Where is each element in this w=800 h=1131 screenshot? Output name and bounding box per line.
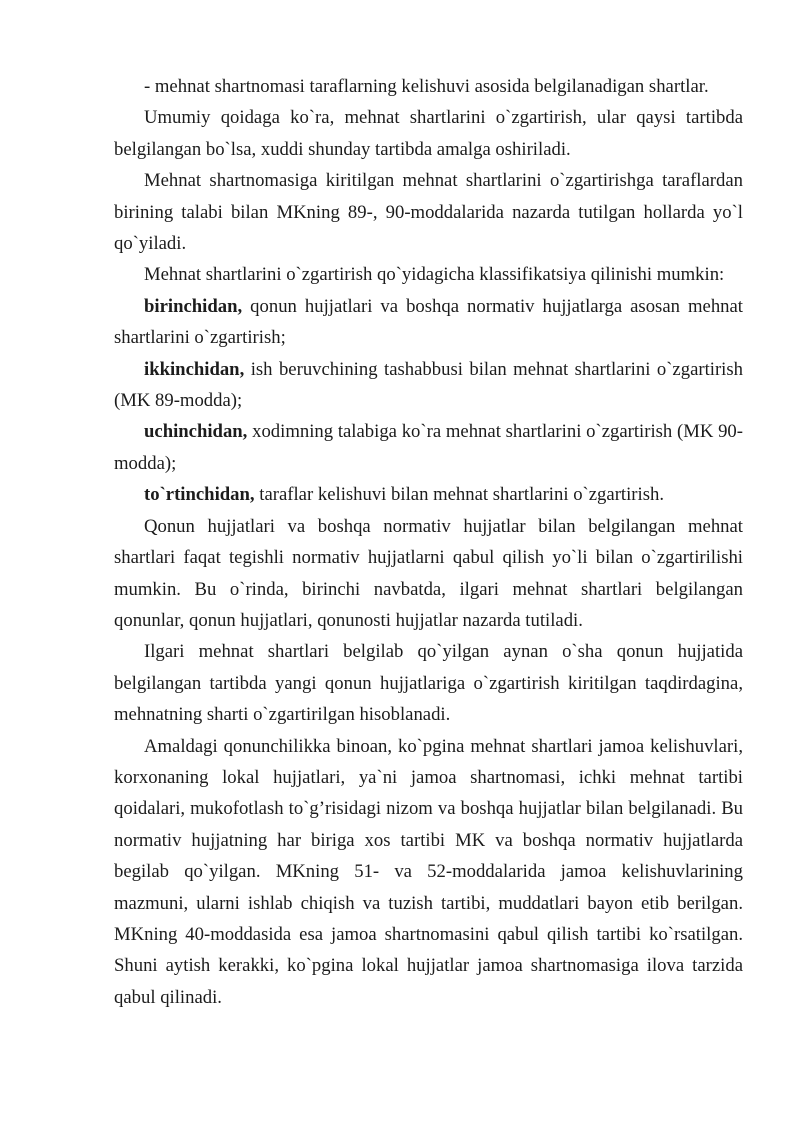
paragraph-conditions-by-agreement: [114, 71, 743, 102]
list-item-third: [114, 416, 743, 479]
list-item-first: [114, 291, 743, 354]
paragraph-text: Mehnat shartnomasiga kiritilgan mehnat shartlarini o`zgartirishga taraflardan birining talabi bilan MKning 89-, 90-moddalarida nazarda tutilgan hollarda yo`l qo`yiladi.: [114, 170, 743, 255]
list-item-text: xodimning talabiga ko`ra mehnat shartlarini o`zgartirish (MK 90-modda);: [114, 421, 743, 474]
paragraph-previous-law: [114, 636, 743, 730]
paragraph-text: Mehnat shartlarini o`zgartirish qo`yidagicha klassifikatsiya qilinishi mumkin:: [144, 264, 725, 286]
list-item-lead: uchinchidan,: [144, 421, 248, 443]
list-item-fourth: [114, 479, 743, 510]
list-item-text: ish beruvchining tashabbusi bilan mehnat shartlarini o`zgartirish (MK 89-modda);: [114, 358, 743, 412]
paragraph-text: - mehnat shartnomasi taraflarning kelishuvi asosida belgilanadigan shartlar.: [144, 76, 709, 97]
list-item-second: [114, 354, 743, 417]
paragraph-text: Qonun hujjatlari va boshqa normativ hujjatlar bilan belgilangan mehnat shartlari faqat tegishli normativ hujjatlarni qabul qilish yo`li bilan o`zgartirilishi mumkin. Bu o`rinda, birinchi navbatda, ilgari mehnat shartlari belgilangan qonunlar, qonun hujjatlari, qonunosti hujjatlar nazarda tutiladi.: [114, 515, 743, 631]
paragraph-general-rule: [114, 102, 743, 165]
paragraph-text: Ilgari mehnat shartlari belgilab qo`yilgan aynan o`sha qonun hujjatida belgilangan tartibda yangi qonun hujjatlariga o`zgartirish kiritilgan taqdirdagina, mehnatning sharti o`zgartirilgan hisoblanadi.: [114, 641, 743, 726]
paragraph-change-on-demand: [114, 165, 743, 259]
list-item-text: qonun hujjatlari va boshqa normativ hujjatlarga asosan mehnat shartlarini o`zgartirish;: [114, 295, 743, 349]
paragraph-text: Umumiy qoidaga ko`ra, mehnat shartlarini o`zgartirish, ular qaysi tartibda belgilangan bo`lsa, xuddi shunday tartibda amalga oshiriladi.: [114, 107, 743, 160]
paragraph-normative-acts: [114, 511, 743, 637]
paragraph-classification-intro: [114, 259, 743, 290]
list-item-lead: ikkinchidan,: [144, 358, 245, 380]
list-item-lead: birinchidan,: [144, 295, 243, 317]
list-item-text: taraflar kelishuvi bilan mehnat shartlarini o`zgartirish.: [254, 484, 665, 506]
paragraph-text: Amaldagi qonunchilikka binoan, ko`pgina mehnat shartlari jamoa kelishuvlari, korxonaning lokal hujjatlari, ya`ni jamoa shartnomasi, ichki mehnat tartibi qoidalari, mukofotlash to`g’risidagi nizom va boshqa hujjatlar bilan belgilanadi. Bu normativ hujjatning har biriga xos tartibi MK va boshqa normativ hujjatlarda begilab qo`yilgan. MKning 51- va 52-moddalarida jamoa kelishuvlarining mazmuni, ularni ishlab chiqish va tuzish tartibi, muddatlari bayon etib berilgan. MKning 40-moddasida esa jamoa shartnomasini qabul qilish tartibi ko`rsatilgan. Shuni aytish kerakki, ko`pgina lokal hujjatlar jamoa shartnomasiga ilova tarzida qabul qilinadi.: [114, 735, 743, 1008]
list-item-lead: to`rtinchidan,: [144, 484, 255, 506]
paragraph-current-legislation: [114, 731, 743, 1014]
